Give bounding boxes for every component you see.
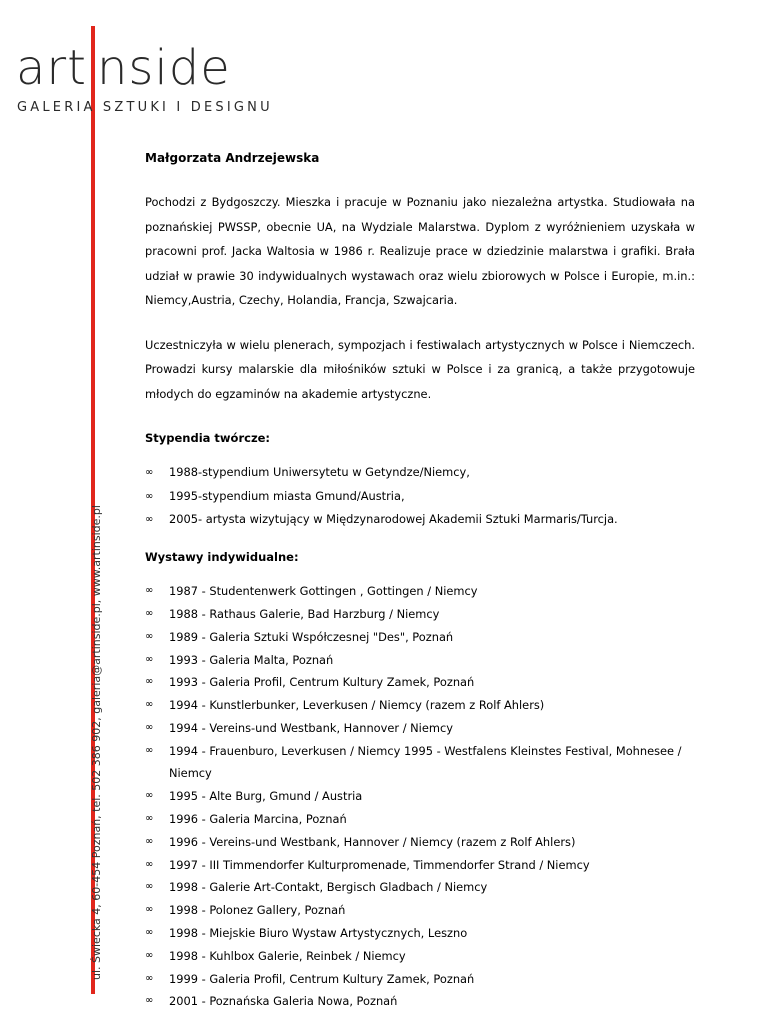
list-item: ∞ 1998 - Miejskie Biuro Wystaw Artystycznych, Leszno (145, 922, 695, 945)
side-address: ul. Świecka 4, 60-454 Poznań, tel. 502 386 902, galeria@artinside.pl, www.artinside.pl (90, 505, 103, 980)
list-item: ∞ 1994 - Vereins-und Westbank, Hannover / Niemcy (145, 717, 695, 740)
list-item: ∞ 2005- artysta wizytujący w Międzynarodowej Akademii Sztuki Marmaris/Turcja. (145, 508, 695, 532)
list-item: ∞ 1995-stypendium miasta Gmund/Austria, (145, 485, 695, 509)
scholarships-list (145, 461, 695, 532)
logo-text-right: nside (96, 40, 231, 96)
list-item: ∞ 1998 - Galerie Art-Contakt, Bergisch Gladbach / Niemcy (145, 876, 695, 899)
list-item: ∞ 1994 - Kunstlerbunker, Leverkusen / Niemcy (razem z Rolf Ahlers) (145, 694, 695, 717)
scholarships-heading: Stypendia twórcze: (145, 431, 271, 445)
list-item: ∞ 1998 - Polonez Gallery, Poznań (145, 899, 695, 922)
document-body (145, 146, 695, 1026)
list-item: ∞ 1987 - Studentenwerk Gottingen , Gottingen / Niemcy (145, 580, 695, 603)
list-item: ∞ 1996 - Galeria Marcina, Poznań (145, 808, 695, 831)
list-item: ∞ 1988-stypendium Uniwersytetu w Getyndze/Niemcy, (145, 461, 695, 485)
list-item: ∞ 1997 - III Timmendorfer Kulturpromenade, Timmendorfer Strand / Niemcy (145, 854, 695, 877)
list-item: ∞ 1994 - Frauenburo, Leverkusen / Niemcy 1995 - Westfalens Kleinstes Festival, Mohnesee / Niemcy (145, 740, 695, 786)
list-item: ∞ 1993 - Galeria Malta, Poznań (145, 649, 695, 672)
bio-paragraph: Uczestniczyła w wielu plenerach, sympozjach i festiwalach artystycznych w Polsce i Niemczech. Prowadzi kursy malarskie dla miłośników sztuki w Polsce i za granicą, a także przygotowuje młodych do egzaminów na akademie artystyczne. (145, 337, 695, 401)
list-item: ∞ 1995 - Alte Burg, Gmund / Austria (145, 785, 695, 808)
list-item: ∞ 1996 - Vereins-und Westbank, Hannover / Niemcy (razem z Rolf Ahlers) (145, 831, 695, 854)
list-item: ∞ 1988 - Rathaus Galerie, Bad Harzburg / Niemcy (145, 603, 695, 626)
list-item: ∞ 1999 - Galeria Profil, Centrum Kultury Zamek, Poznań (145, 968, 695, 991)
exhibitions-list (145, 580, 695, 1013)
bio-paragraph: Pochodzi z Bydgoszczy. Mieszka i pracuje w Poznaniu jako niezależna artystka. Studiowała na poznańskiej PWSSP, obecnie UA, na Wydziale Malarstwa. Dyplom z wyróżnieniem uzyskała w pracowni prof. Jacka Waltosia w 1986 r. Realizuje prace w dziedzinie malarstwa i grafiki. Brała udział w prawie 30 indywidualnych wystawach oraz wielu zbiorowych w Polsce i Europie, m.in.: Niemcy,Austria, Czechy, Holandia, Francja, Szwajcaria. (145, 195, 695, 307)
artist-name: Małgorzata Andrzejewska (145, 151, 320, 165)
exhibitions-heading: Wystawy indywidualne: (145, 550, 299, 565)
logo-subtitle: GALERIA SZTUKI I DESIGNU (17, 100, 273, 115)
list-item: ∞ 2001 - Poznańska Galeria Nowa, Poznań (145, 990, 695, 1013)
list-item: ∞ 1993 - Galeria Profil, Centrum Kultury Zamek, Poznań (145, 671, 695, 694)
gallery-logo (16, 40, 231, 96)
logo-text-left: art (16, 40, 87, 96)
list-item: ∞ 1989 - Galeria Sztuki Współczesnej "Des", Poznań (145, 626, 695, 649)
list-item: ∞ 1998 - Kuhlbox Galerie, Reinbek / Niemcy (145, 945, 695, 968)
